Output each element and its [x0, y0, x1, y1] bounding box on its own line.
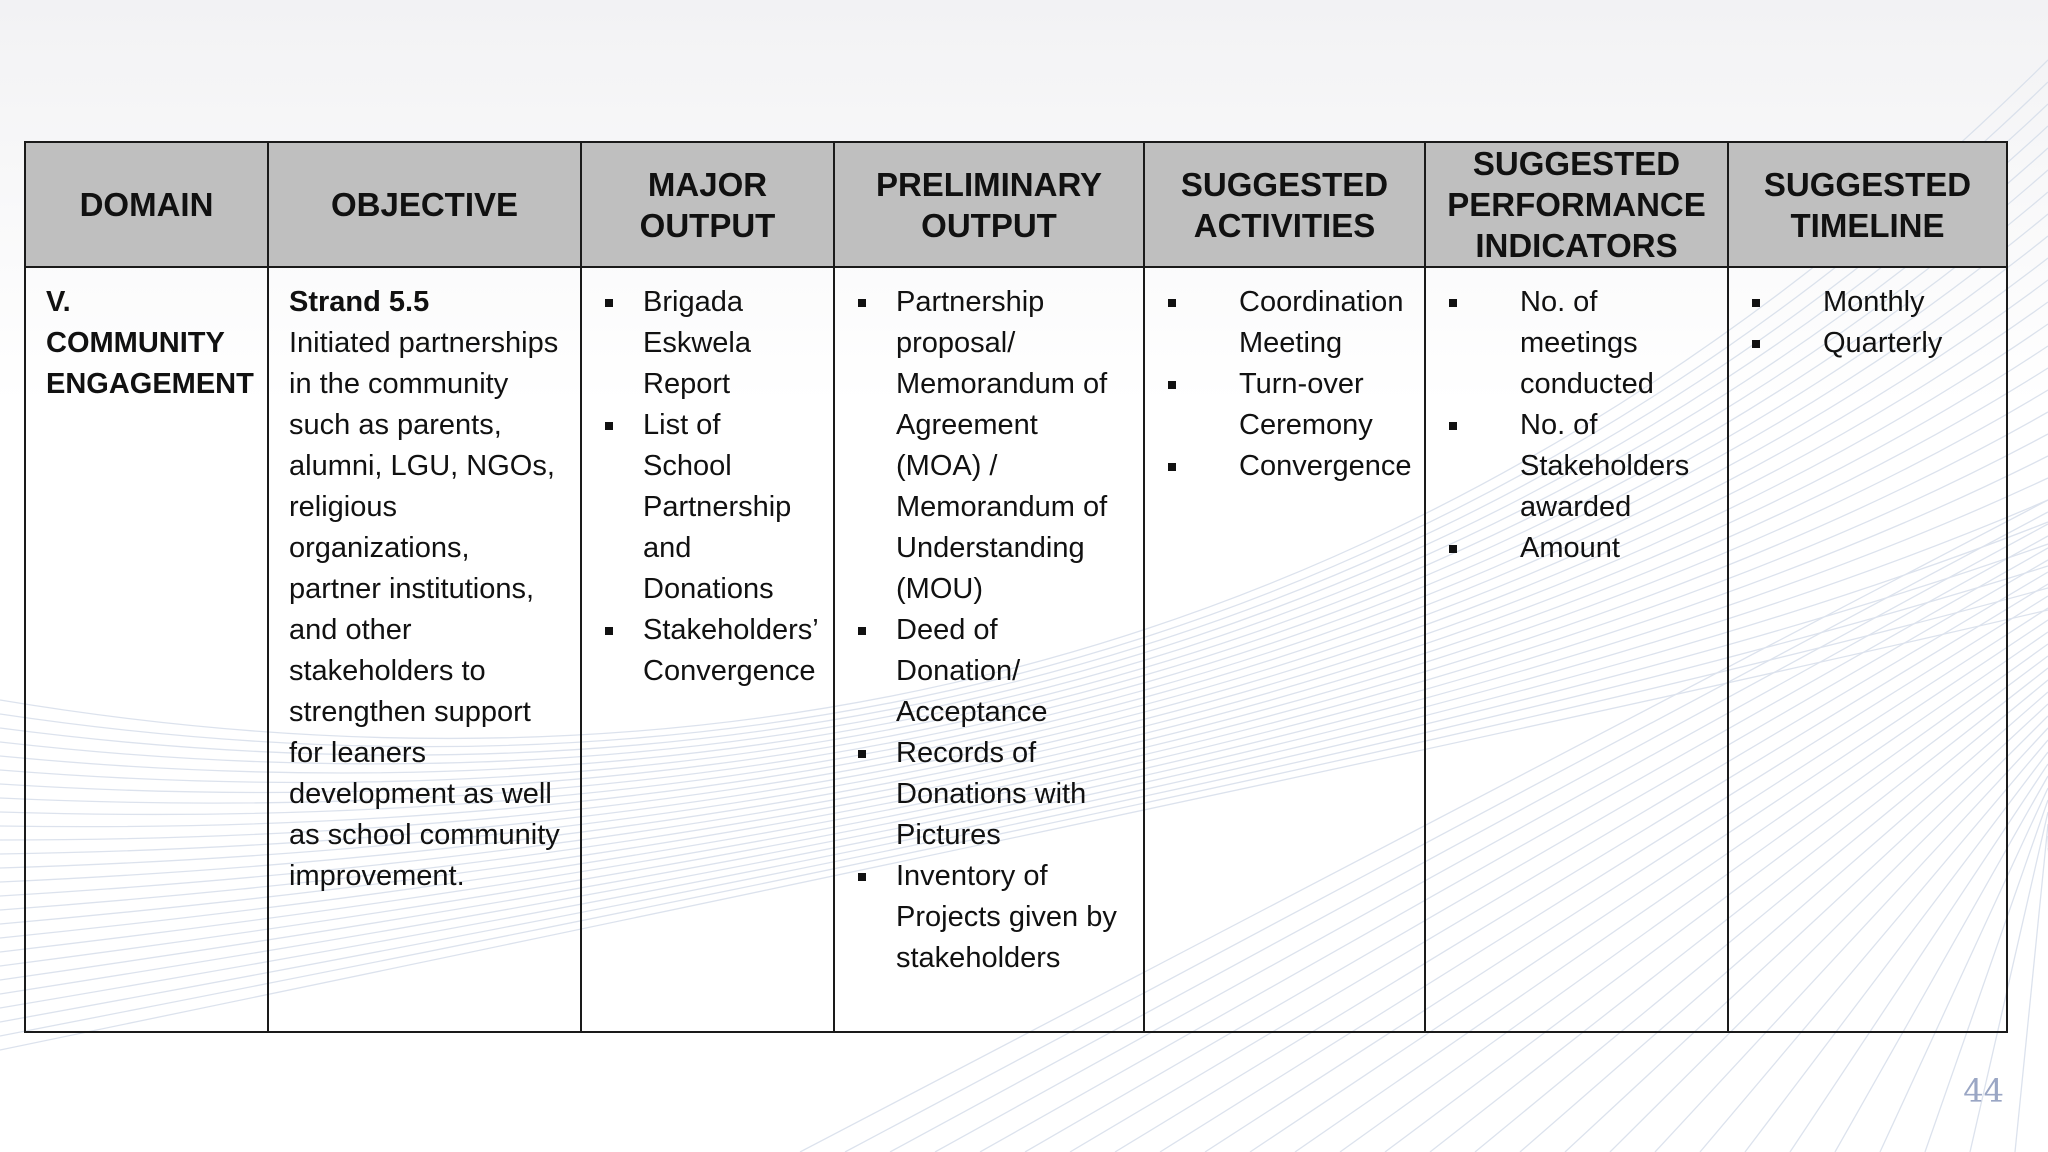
- header-major-output: MAJOR OUTPUT: [581, 142, 834, 267]
- community-engagement-table-wrapper: [24, 141, 2006, 1033]
- list-item: Deed of Donation/ Acceptance: [855, 610, 1127, 733]
- suggested-activities-list: [1165, 282, 1412, 487]
- objective-cell: [268, 267, 581, 1032]
- header-suggested-performance-indicators: SUGGESTED PERFORMANCE INDICATORS: [1425, 142, 1728, 267]
- domain-cell: V. COMMUNITY ENGAGEMENT: [25, 267, 268, 1032]
- preliminary-output-list: [855, 282, 1127, 979]
- preliminary-output-cell: [834, 267, 1144, 1032]
- header-domain: DOMAIN: [25, 142, 268, 267]
- list-item: Brigada Eskwela Report: [602, 282, 817, 405]
- performance-indicators-list: [1446, 282, 1711, 569]
- list-item: Monthly: [1749, 282, 1990, 323]
- list-item: Convergence: [1165, 446, 1408, 487]
- header-suggested-activities: SUGGESTED ACTIVITIES: [1144, 142, 1425, 267]
- table-header-row: [25, 142, 2007, 267]
- list-item: No. of meetings conducted: [1446, 282, 1711, 405]
- major-output-cell: [581, 267, 834, 1032]
- list-item: Inventory of Projects given by stakeholders: [855, 856, 1127, 979]
- list-item: Stakeholders’ Convergence: [602, 610, 817, 692]
- objective-strand-title: Strand 5.5: [289, 286, 430, 318]
- timeline-list: [1749, 282, 1990, 364]
- list-item: Records of Donations with Pictures: [855, 733, 1127, 856]
- header-preliminary-output: PRELIMINARY OUTPUT: [834, 142, 1144, 267]
- header-objective: OBJECTIVE: [268, 142, 581, 267]
- list-item: Turn-over Ceremony: [1165, 364, 1408, 446]
- suggested-activities-cell: [1144, 267, 1425, 1032]
- major-output-list: [602, 282, 817, 692]
- list-item: Amount: [1446, 528, 1711, 569]
- list-item: No. of Stakeholders awarded: [1446, 405, 1711, 528]
- list-item: List of School Partnership and Donations: [602, 405, 817, 610]
- header-suggested-timeline: SUGGESTED TIMELINE: [1728, 142, 2007, 267]
- timeline-cell: [1728, 267, 2007, 1032]
- list-item: Coordination Meeting: [1165, 282, 1408, 364]
- community-engagement-table: [24, 141, 2008, 1033]
- page-number: 44: [1963, 1072, 2004, 1110]
- table-row: [25, 267, 2007, 1032]
- objective-text: Initiated partnerships in the community such as parents, alumni, LGU, NGOs, religious organizations, partner institutions, and other stakeholders to strengthen support for leaners development as well as school community improvement.: [289, 327, 560, 892]
- list-item: Quarterly: [1749, 323, 1990, 364]
- performance-indicators-cell: [1425, 267, 1728, 1032]
- list-item: Partnership proposal/ Memorandum of Agreement (MOA) / Memorandum of Understanding (MOU): [855, 282, 1127, 610]
